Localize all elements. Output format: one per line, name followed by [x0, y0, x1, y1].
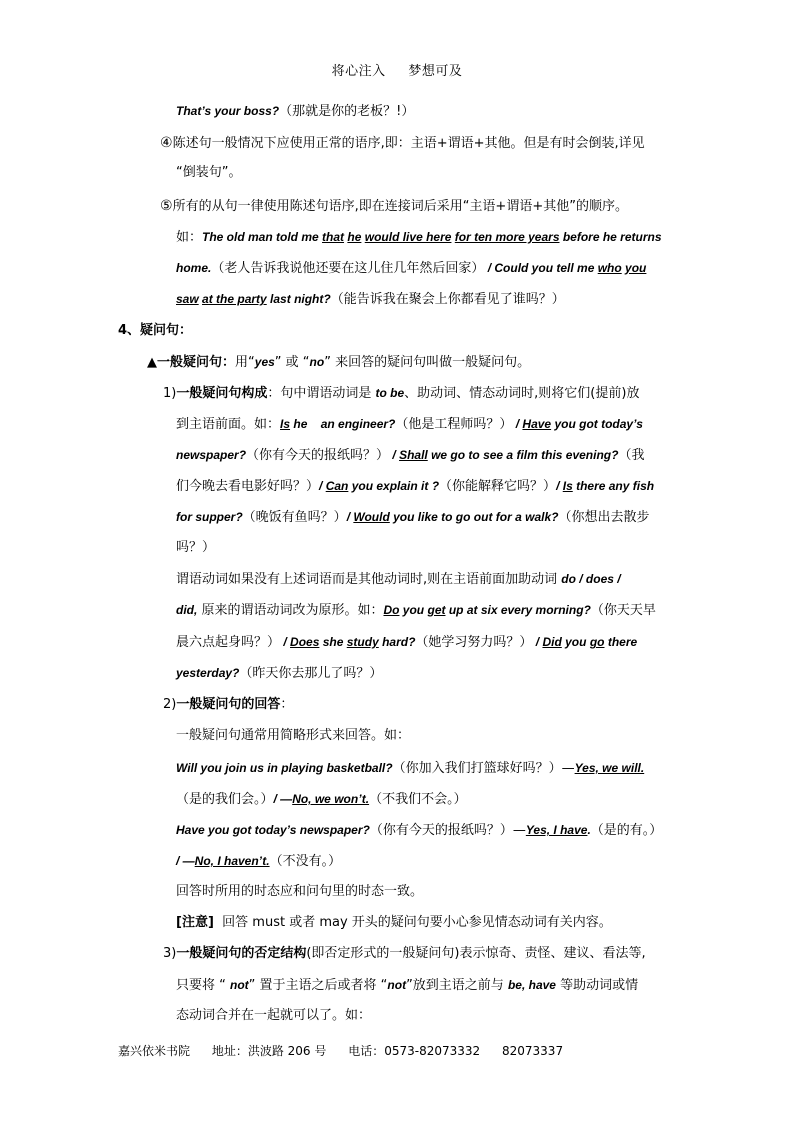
chinese-text: 原来的谓语动词改为原形。如： [197, 603, 384, 618]
underlined-text: No, I haven’t. [194, 854, 270, 868]
page-header [0, 60, 794, 79]
english-text: up at six every morning? [445, 603, 591, 617]
chinese-text: （是的有。） [590, 823, 663, 838]
chinese-text: （你天天早 [590, 603, 656, 618]
line-27 [176, 913, 612, 933]
line-9 [147, 352, 530, 373]
english-text: you explain it ? [348, 479, 440, 493]
chinese-text: （我 [618, 448, 645, 463]
english-text: you [399, 603, 428, 617]
english-text: / [512, 417, 523, 431]
underlined-text: would live here [364, 230, 452, 244]
english-text: yesterday? [176, 666, 240, 680]
chinese-text: 到主语前面。如： [176, 417, 281, 432]
line-11 [176, 414, 643, 435]
underlined-text: who [597, 261, 622, 275]
english-text: not [230, 978, 249, 992]
underlined-text: Is [280, 417, 291, 431]
english-text: there [604, 635, 638, 649]
english-text: do / does / [561, 572, 621, 586]
item-title: 一般疑问句的否定结构 [176, 946, 307, 961]
chinese-text: ：句中谓语动词是 [267, 386, 376, 401]
heading-text: 4、疑问句： [118, 323, 193, 338]
chinese-text: 如： [176, 230, 203, 245]
footer-phone: 电话：0573-82073332 [348, 1044, 481, 1058]
english-text: / — [176, 854, 195, 868]
english-text: we go to see a film this evening? [427, 448, 619, 462]
english-text: / [532, 635, 543, 649]
line-17 [176, 600, 656, 621]
chinese-text: ”放到主语之前与 [406, 978, 508, 993]
note-tag: [注意] [176, 915, 214, 930]
chinese-text: （晚饭有鱼吗？） [242, 510, 347, 525]
chinese-text: （他是工程师吗？） [395, 417, 513, 432]
chinese-text: 们今晚去看电影好吗？） [176, 479, 320, 494]
chinese-text: （昨天你去那儿了吗？） [239, 666, 383, 681]
chinese-text: 用“ [235, 355, 255, 370]
chinese-text: （不我们不会。） [369, 792, 467, 807]
dash: — [512, 823, 526, 838]
line-4 [160, 196, 628, 217]
english-text: / [556, 479, 563, 493]
english-text: did, [176, 603, 198, 617]
chinese-text: （老人告诉我说他还要在这儿住几年然后回家） [211, 261, 485, 276]
english-text: / [389, 448, 400, 462]
line-24 [176, 820, 662, 841]
english-text: newspaper? [176, 448, 247, 462]
underlined-text: study [346, 635, 379, 649]
underlined-text: saw [176, 292, 199, 306]
underlined-text: you [625, 261, 647, 275]
underlined-text: Did [542, 635, 562, 649]
line-21 [176, 726, 410, 746]
line-6 [176, 258, 646, 279]
header-right: 梦想可及 [408, 64, 463, 79]
english-text: not [387, 978, 407, 992]
chinese-text: 回答时所用的时态应和问句里的时态一致。 [176, 884, 424, 899]
underlined-text: go [589, 635, 605, 649]
line-1 [176, 101, 414, 122]
english-text: you like to go out for a walk? [389, 510, 559, 524]
chinese-text: （你能解释它吗？） [439, 479, 557, 494]
line-14 [176, 507, 650, 528]
chinese-text: 态动词合并在一起就可以了。如： [176, 1008, 372, 1023]
underlined-text: Yes, we will. [574, 761, 645, 775]
footer-phone-2: 82073337 [502, 1044, 564, 1058]
triangle-icon: ▲ [147, 355, 157, 370]
chinese-text: 、助动词、情态动词时,则将它们(提前)放 [404, 386, 640, 401]
english-text: he an engineer? [290, 417, 396, 431]
underlined-text: Have [522, 417, 552, 431]
english-text: yes [254, 355, 275, 369]
underlined-text: he [347, 230, 362, 244]
header-left: 将心注入 [331, 64, 386, 79]
underlined-text: for ten more years [454, 230, 560, 244]
chinese-text: 所有的从句一律使用陈述句语序,即在连接词后采用“主语+谓语+其他”的顺序。 [172, 199, 628, 214]
line-3 [176, 163, 241, 183]
chinese-text: “倒装句”。 [176, 165, 242, 180]
english-text: Have you got today’s newspaper? [176, 823, 370, 837]
chinese-text: （你加入我们打篮球好吗？） [392, 761, 562, 776]
underlined-text: Can [325, 479, 349, 493]
item-number: 2) [163, 697, 177, 712]
chinese-text: 一般疑问句通常用简略形式来回答。如： [176, 728, 411, 743]
english-text: last night? [266, 292, 331, 306]
chinese-text: 只要将 “ [176, 978, 230, 993]
chinese-text: (即否定形式的一般疑问句)表示惊奇、责怪、建议、看法等, [306, 946, 646, 961]
chinese-text: 回答 must 或者 may 开头的疑问句要小心参见情态动词有关内容。 [213, 915, 612, 930]
line-23 [176, 789, 467, 810]
chinese-text: ” 或 “ [274, 355, 310, 370]
chinese-text: （是的我们会。） [176, 792, 274, 807]
chinese-text: （你有今天的报纸吗？） [246, 448, 390, 463]
english-text: / [319, 479, 326, 493]
chinese-text: （你有今天的报纸吗？） [369, 823, 513, 838]
chinese-text: 晨六点起身吗？） [176, 635, 281, 650]
line-2 [160, 133, 645, 154]
item-number: 3) [163, 946, 177, 961]
english-text: / Could you tell me [484, 261, 598, 275]
english-text: The old man told me [202, 230, 323, 244]
subsection-title: 一般疑问句： [157, 355, 236, 370]
underlined-text: Does [290, 635, 320, 649]
english-text: you [561, 635, 590, 649]
line-18 [176, 632, 637, 653]
dash: — [561, 761, 575, 776]
english-text: no [309, 355, 325, 369]
line-10 [163, 383, 639, 404]
item-title: 一般疑问句的回答 [176, 697, 281, 712]
chinese-text: ” 来回答的疑问句叫做一般疑问句。 [324, 355, 531, 370]
english-text: hard? [378, 635, 416, 649]
english-text: you got today’s [551, 417, 643, 431]
underlined-text: Is [562, 479, 573, 493]
chinese-text: 等助动词或情 [555, 978, 639, 993]
english-text: Will you join us in playing basketball? [176, 761, 393, 775]
line-16 [176, 569, 621, 590]
english-text: . [587, 823, 591, 837]
section-heading [118, 321, 192, 341]
underlined-text: Do [383, 603, 400, 617]
english-text: before he returns [559, 230, 662, 244]
item-title: 一般疑问句构成 [176, 386, 268, 401]
line-12 [176, 445, 644, 466]
line-26 [176, 882, 423, 902]
footer-address: 地址：洪波路 206 号 [211, 1044, 327, 1058]
chinese-text: （能告诉我在聚会上你都看见了谁吗？） [330, 292, 565, 307]
underlined-text: that [322, 230, 345, 244]
underlined-text: get [427, 603, 446, 617]
english-text: she [319, 635, 347, 649]
chinese-text: （那就是你的老板？!） [279, 104, 415, 119]
line-22 [176, 758, 644, 779]
line-19 [176, 663, 382, 684]
english-text: That’s your boss? [176, 104, 280, 118]
line-5 [176, 227, 662, 248]
line-25 [176, 851, 341, 872]
english-text: / [280, 635, 291, 649]
line-7 [176, 289, 565, 310]
chinese-text: 陈述句一般情况下应使用正常的语序,即：主语+谓语+其他。但是有时会倒装,详见 [172, 136, 645, 151]
line-28 [163, 944, 646, 964]
item-number: ④ [160, 135, 173, 151]
english-text: there any fish [572, 479, 655, 493]
footer-name: 嘉兴依米书院 [118, 1044, 191, 1058]
chinese-text: ： [280, 697, 294, 712]
english-text: / — [273, 792, 293, 806]
line-20 [163, 695, 293, 715]
english-text: home. [176, 261, 212, 275]
page-footer [118, 1042, 581, 1059]
underlined-text: at the party [202, 292, 267, 306]
line-30 [176, 1006, 371, 1026]
english-text: be, have [507, 978, 556, 992]
underlined-text: Yes, I have [525, 823, 588, 837]
chinese-text: （不没有。） [269, 854, 342, 869]
english-text: to be [375, 386, 405, 400]
underlined-text: Would [353, 510, 390, 524]
chinese-text: ” 置于主语之后或者将 “ [248, 978, 388, 993]
chinese-text: （你想出去散步 [558, 510, 650, 525]
line-15 [176, 538, 215, 558]
item-number: 1) [163, 386, 177, 401]
line-29 [176, 975, 638, 996]
chinese-text: （她学习努力吗？） [415, 635, 533, 650]
item-number: ⑤ [160, 198, 173, 214]
underlined-text: Shall [399, 448, 428, 462]
underlined-text: No, we won’t. [292, 792, 370, 806]
english-text: / [346, 510, 354, 524]
english-text: for supper? [176, 510, 243, 524]
line-13 [176, 476, 654, 497]
chinese-text: 吗？） [176, 540, 216, 555]
chinese-text: 谓语动词如果没有上述词语而是其他动词时,则在主语前面加助动词 [176, 572, 562, 587]
